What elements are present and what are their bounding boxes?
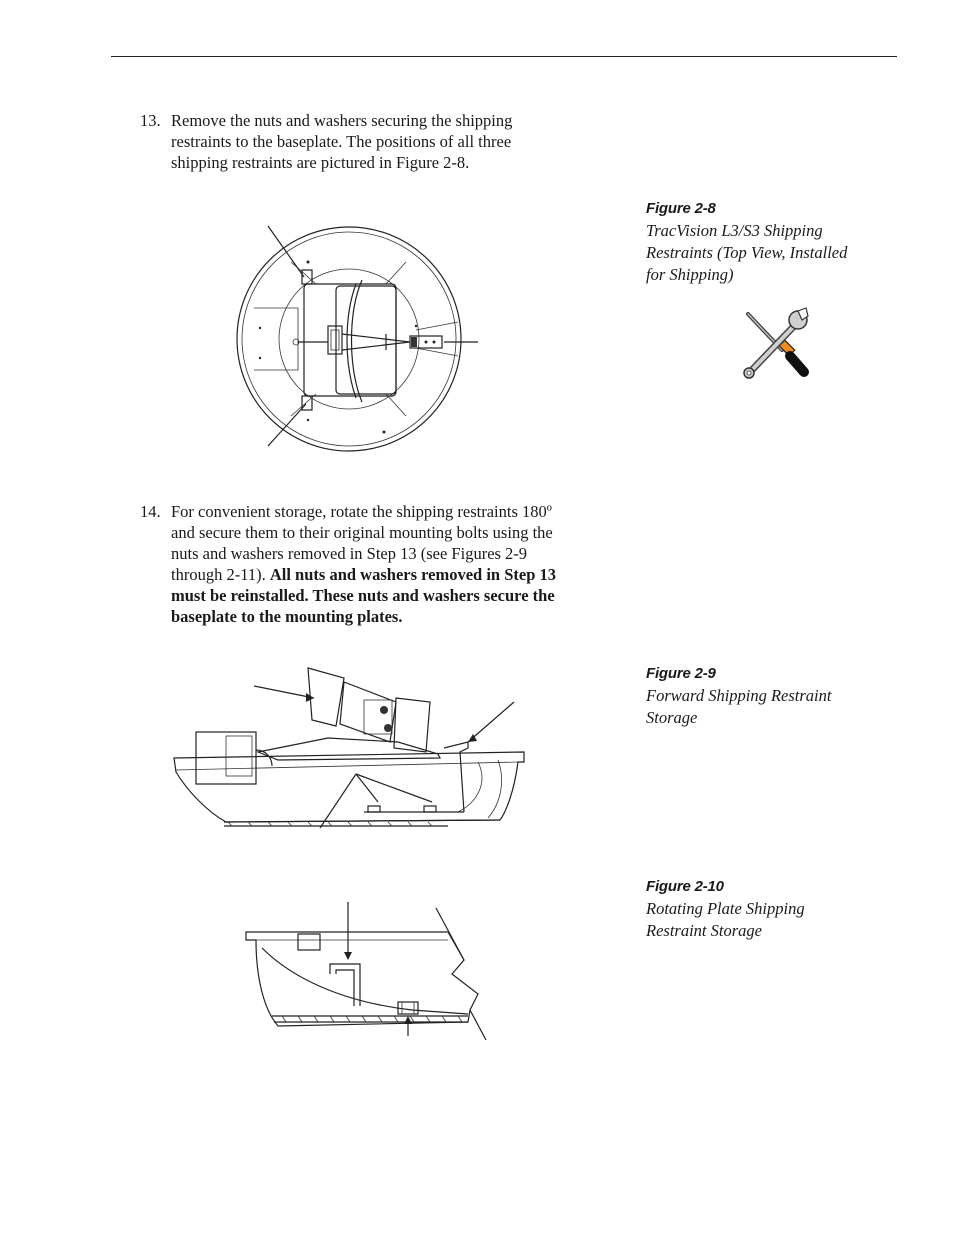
figure-description: Rotating Plate Shipping Restraint Storage xyxy=(646,899,805,940)
figure-2-10-caption xyxy=(646,876,856,942)
figure-2-10-diagram xyxy=(242,898,494,1044)
step-warning-text: All nuts and washers removed in Step 13 must be reinstalled. These nuts and washers secure the baseplate to the mounting plates. xyxy=(171,565,557,626)
step-text: For convenient storage, rotate the shipping restraints 180º and secure them to their original mounting bolts using the nuts and washers removed in Step 13 (see Figures 2-9 through 2-11). xyxy=(171,502,553,584)
step-text: Remove the nuts and washers securing the shipping restraints to the baseplate. The positions of all three shipping restraints are pictured in Figure 2-8. xyxy=(171,111,513,172)
figure-label: Figure 2-8 xyxy=(646,200,716,217)
figure-2-8-diagram xyxy=(236,222,486,456)
step-text-container xyxy=(171,501,570,627)
figure-2-9-caption xyxy=(646,663,856,729)
figure-description: TracVision L3/S3 Shipping Restraints (Top View, Installed for Shipping) xyxy=(646,221,848,284)
step-number: 13. xyxy=(140,111,161,130)
figure-label: Figure 2-10 xyxy=(646,878,724,895)
step-14 xyxy=(140,501,570,627)
figure-2-8-caption xyxy=(646,198,856,286)
wrench-screwdriver-icon xyxy=(738,306,814,384)
step-13 xyxy=(140,110,570,173)
figure-label: Figure 2-9 xyxy=(646,665,716,682)
figure-description: Forward Shipping Restraint Storage xyxy=(646,686,832,727)
header-rule xyxy=(111,56,897,57)
figure-2-9-diagram xyxy=(168,662,530,832)
step-number: 14. xyxy=(140,502,161,521)
